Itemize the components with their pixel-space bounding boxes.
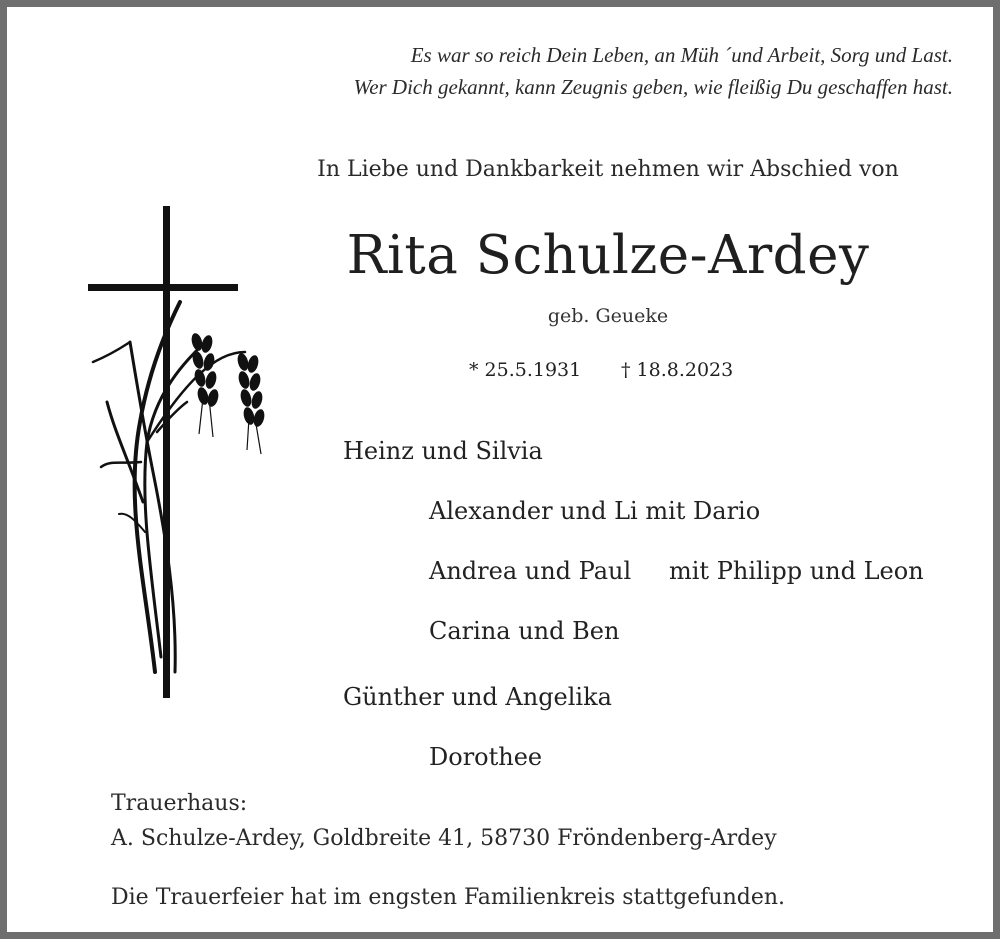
family-line-1: Heinz und Silvia (343, 437, 543, 465)
intro-text: In Liebe und Dankbarkeit nehmen wir Abschied von (317, 157, 899, 182)
birth-date: * 25.5.1931 (469, 359, 582, 381)
family-line-3a: Andrea und Paul (429, 557, 632, 585)
family-line-6: Dorothee (429, 743, 543, 771)
family-line-5: Günther und Angelika (343, 683, 612, 711)
family-line-4: Carina und Ben (429, 617, 620, 645)
funeral-notice: Die Trauerfeier hat im engsten Familienkreis stattgefunden. (111, 885, 786, 910)
mourning-house-address: A. Schulze-Ardey, Goldbreite 41, 58730 Fröndenberg-Ardey (111, 826, 777, 851)
poem-line-1: Es war so reich Dein Leben, an Müh ´und Arbeit, Sorg und Last. (410, 43, 953, 67)
cross-with-wheat-icon (85, 202, 285, 702)
mourning-house-label: Trauerhaus: (111, 791, 248, 816)
family-line-2: Alexander und Li mit Dario (429, 497, 761, 525)
death-date: † 18.8.2023 (621, 359, 734, 381)
poem-line-2: Wer Dich gekannt, kann Zeugnis geben, wie fleißig Du geschaffen hast. (353, 75, 953, 99)
birth-name: geb. Geueke (547, 305, 669, 327)
deceased-name: Rita Schulze-Ardey (346, 225, 870, 286)
family-line-3b: mit Philipp und Leon (669, 557, 924, 585)
